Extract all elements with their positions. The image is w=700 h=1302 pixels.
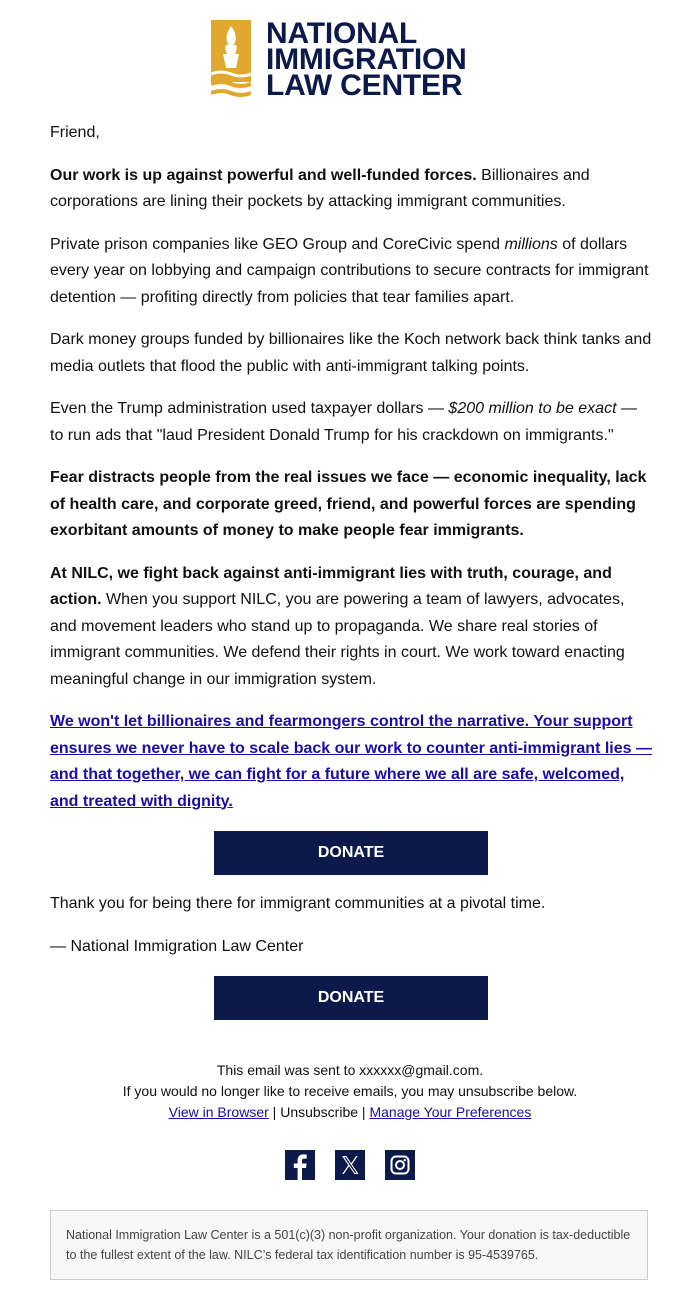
unsubscribe-link[interactable]: Unsubscribe	[280, 1104, 359, 1120]
paragraph-4-b: — to run ads that "laud President Donald Trump for his crackdown on immigrants."	[50, 400, 637, 444]
paragraph-2	[50, 232, 652, 312]
paragraph-3: Dark money groups funded by billionaires like the Koch network back think tanks and media outlets that flood the public with anti-immigrant talking points.	[50, 331, 652, 375]
separator: |	[268, 1104, 281, 1120]
paragraph-6	[50, 561, 652, 694]
paragraph-4-a: Even the Trump administration used taxpayer dollars —	[50, 400, 449, 417]
social-links	[0, 1150, 700, 1180]
paragraph-1	[50, 163, 652, 216]
paragraph-1-rest: Billionaires and corporations are lining their pockets by attacking immigrant communities.	[50, 166, 590, 210]
salutation: Friend,	[50, 124, 100, 141]
sent-to-text: This email was sent to xxxxxx@gmail.com.	[216, 1062, 484, 1078]
nilc-logo[interactable]	[211, 17, 501, 102]
donate-wrap-2	[50, 976, 652, 1020]
thank-you-text: Thank you for being there for immigrant communities at a pivotal time.	[50, 895, 546, 912]
paragraph-2-em: millions	[504, 235, 558, 253]
logo-line-1: NATIONAL	[266, 17, 418, 50]
separator: |	[358, 1104, 370, 1120]
instagram-icon[interactable]	[385, 1150, 415, 1180]
x-icon[interactable]	[335, 1150, 365, 1180]
legal-disclaimer: National Immigration Law Center is a 501(c)(3) non-profit organization. Your donation is tax-deductible to the fullest extent of the law. NILC’s federal tax identification number is 95-4539765.	[50, 1210, 648, 1280]
cta-link[interactable]: We won't let billionaires and fearmongers control the narrative. Your support ensures we never have to scale back our work to counter anti-immigrant lies — and that together, we can fight for a future where we all are safe, welcomed, and treated with dignity.	[50, 713, 652, 810]
logo-line-3: LAW CENTER	[266, 69, 463, 102]
paragraph-6-lead: At NILC, we fight back against anti-immigrant lies with truth, courage, and action.	[50, 564, 612, 608]
cta-paragraph	[50, 709, 652, 815]
email-body	[50, 120, 652, 1036]
facebook-icon[interactable]	[285, 1150, 315, 1180]
unsubscribe-note: If you would no longer like to receive emails, you may unsubscribe below.	[122, 1083, 578, 1099]
paragraph-2-a: Private prison companies like GEO Group and CoreCivic spend	[50, 235, 505, 253]
view-in-browser-link[interactable]: View in Browser	[168, 1104, 269, 1120]
email-footer	[50, 1060, 650, 1123]
logo-wordmark	[266, 17, 467, 102]
manage-preferences-link[interactable]: Manage Your Preferences	[369, 1104, 532, 1120]
logo-line-2: IMMIGRATION	[266, 43, 467, 76]
donate-button-2[interactable]: DONATE	[214, 976, 488, 1020]
paragraph-4-em: $200 million to be exact	[448, 400, 617, 417]
torch-icon	[211, 20, 251, 98]
signature: — National Immigration Law Center	[50, 937, 304, 955]
paragraph-6-rest: When you support NILC, you are powering a team of lawyers, advocates, and movement leaders who stand up to propaganda. We share real stories of immigrant communities. We defend their rights in court. We work toward enacting meaningful change in our immigration system.	[50, 591, 625, 688]
footer-links	[50, 1102, 650, 1123]
paragraph-4	[50, 396, 652, 449]
paragraph-1-lead: Our work is up against powerful and well-funded forces.	[50, 166, 477, 184]
paragraph-2-b: of dollars every year on lobbying and campaign contributions to secure contracts for immigrant detention — profiting directly from policies that tear families apart.	[50, 235, 649, 306]
donate-wrap-1	[50, 831, 652, 875]
paragraph-5: Fear distracts people from the real issues we face — economic inequality, lack of health care, and corporate greed, friend, and powerful forces are spending exorbitant amounts of money to make people fear immigrants.	[50, 469, 647, 539]
donate-button-1[interactable]: DONATE	[214, 831, 488, 875]
